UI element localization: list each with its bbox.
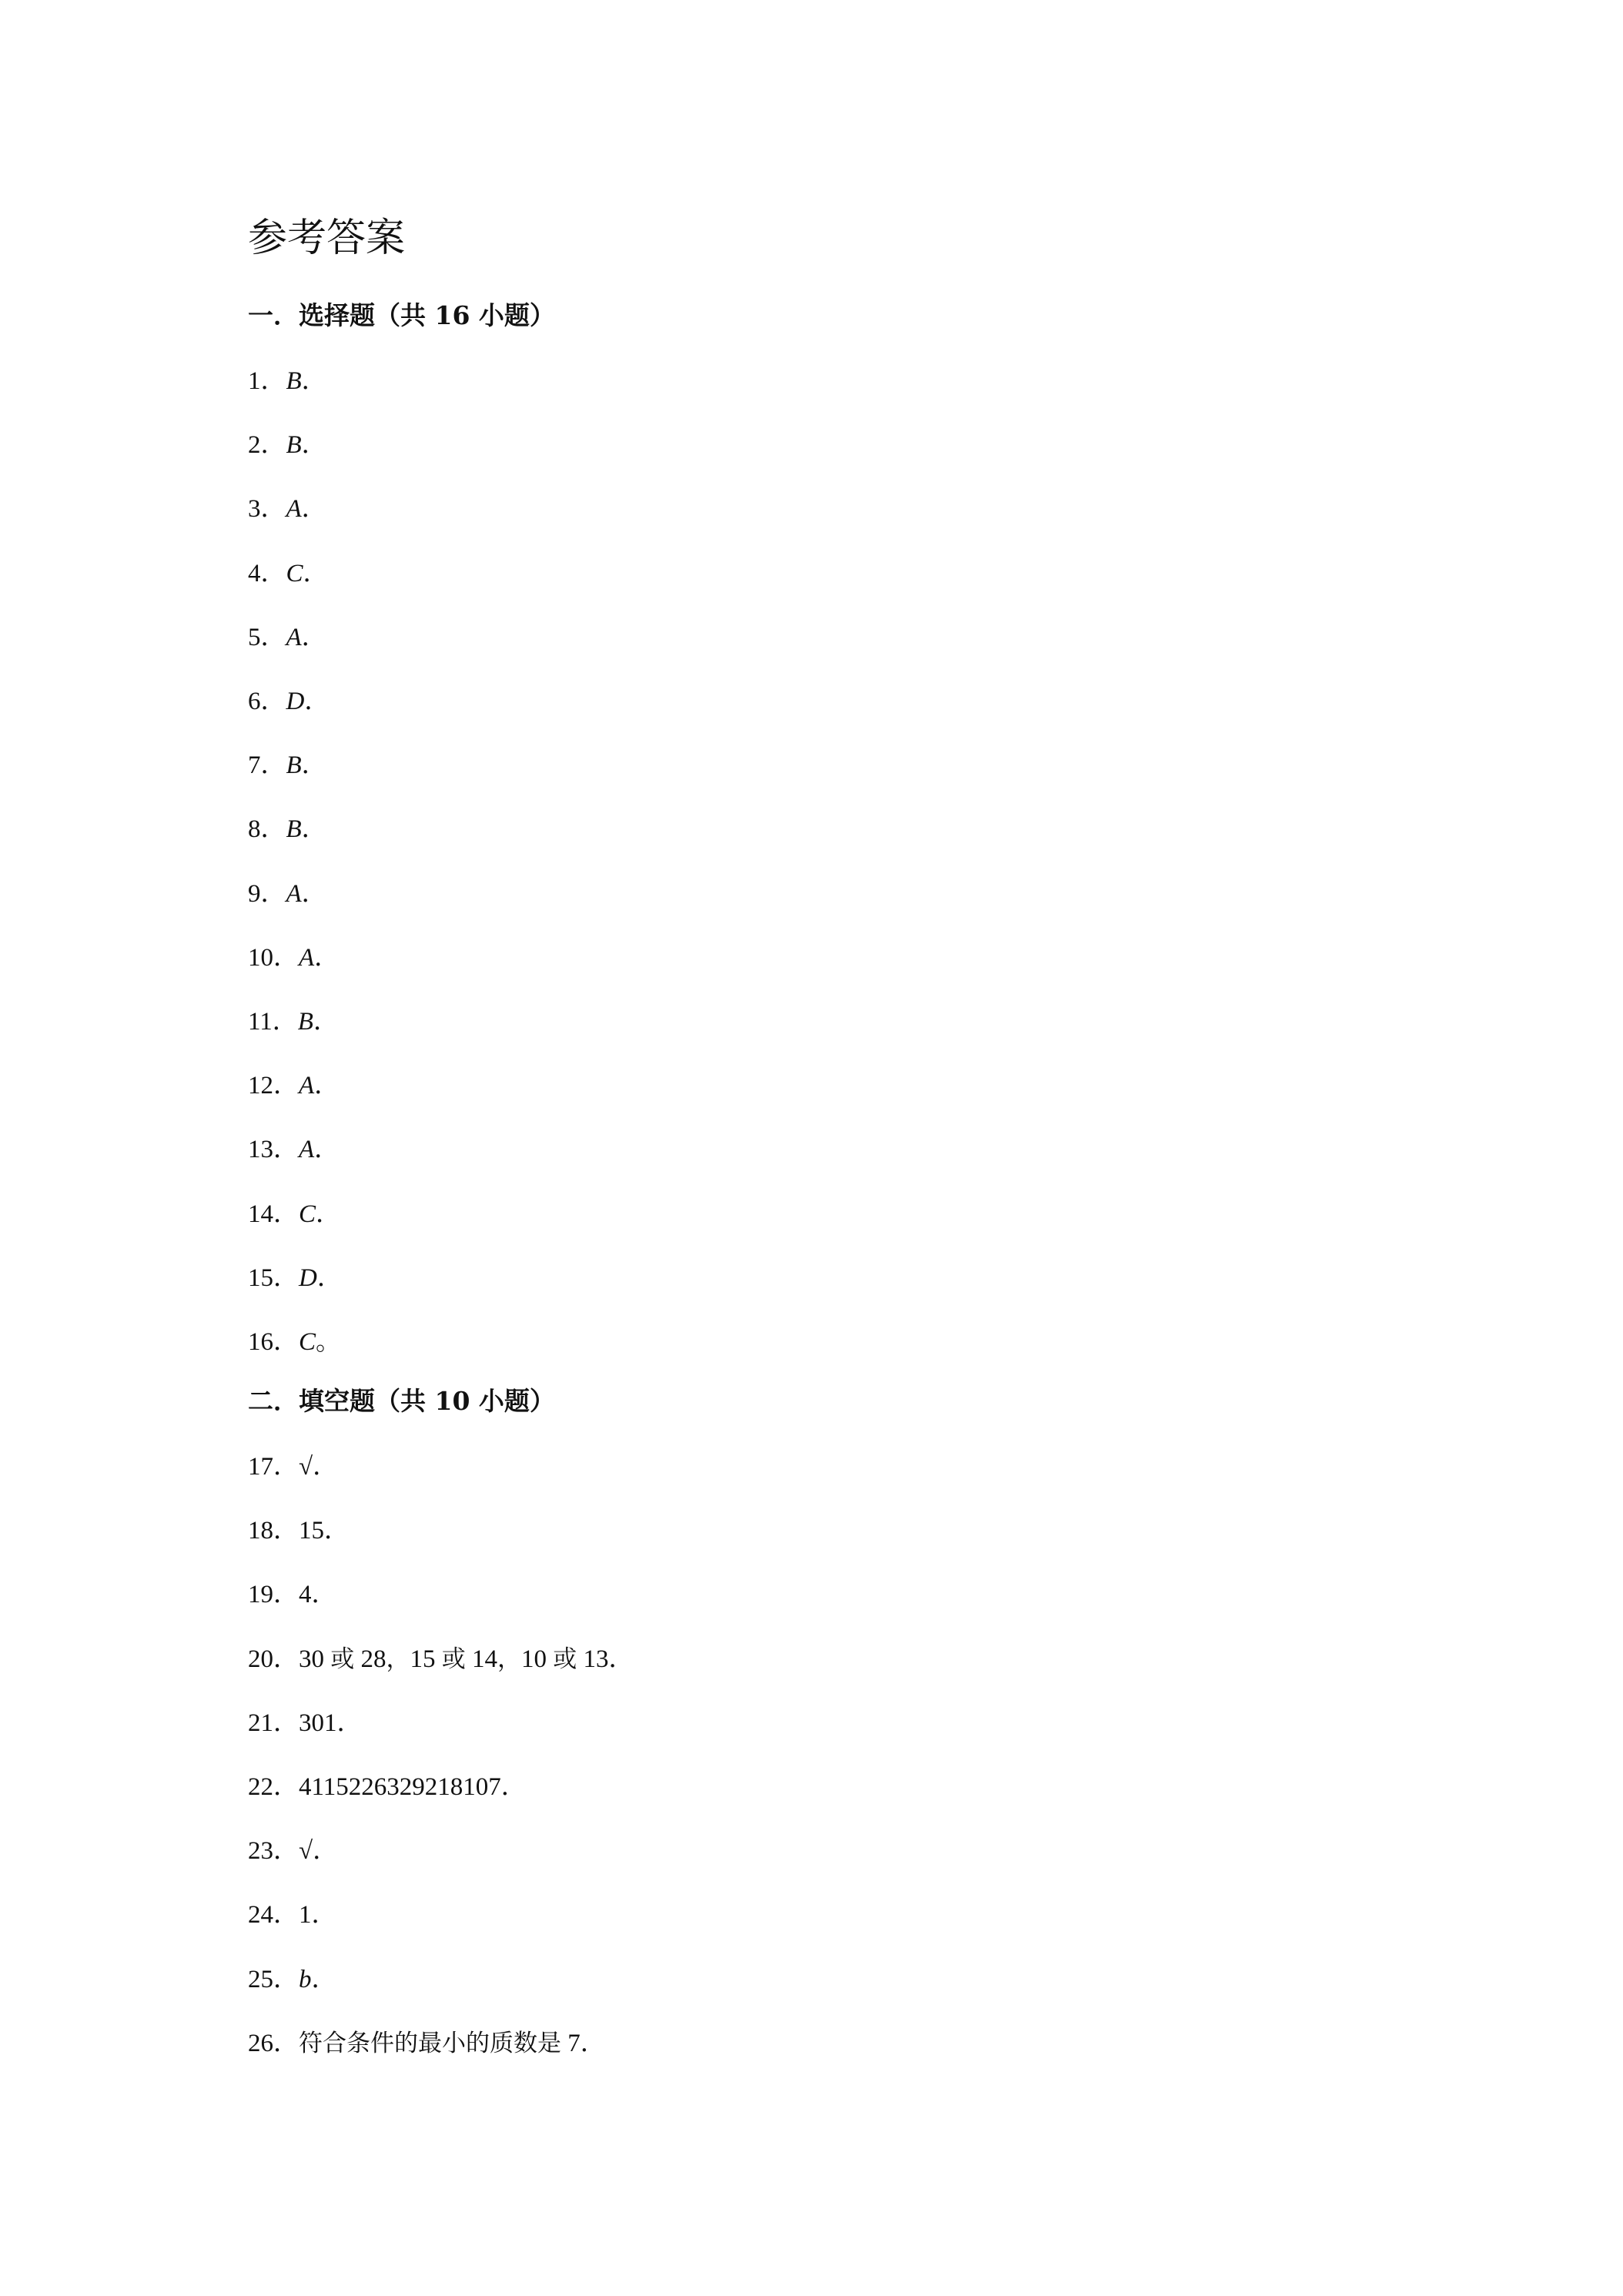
- answer-text: A: [286, 623, 302, 651]
- answer-item: [248, 1644, 634, 1675]
- answer-text: C: [299, 1328, 316, 1356]
- answer-end-mark: ．: [500, 1773, 527, 1801]
- question-number: 6．: [248, 688, 286, 715]
- answer-text: B: [297, 1008, 313, 1036]
- answer-item: [248, 1772, 527, 1802]
- answer-text: B: [286, 815, 302, 844]
- answer-item: [248, 494, 327, 524]
- answer-text: 15: [299, 1517, 324, 1545]
- answer-item: [248, 558, 329, 589]
- question-number: 15．: [248, 1263, 299, 1292]
- question-number: 4．: [248, 559, 286, 587]
- answer-text: 30 或 28，15 或 14，10 或 13: [299, 1645, 609, 1673]
- answer-item: [248, 686, 330, 717]
- answer-item: [248, 814, 327, 845]
- section-heading-suffix: 小题）: [470, 300, 555, 330]
- answer-item: [248, 1515, 350, 1546]
- answer-end-mark: ．: [301, 495, 327, 524]
- answer-item: [248, 430, 327, 460]
- question-number: 11．: [248, 1008, 298, 1036]
- answer-item: [248, 1070, 340, 1101]
- question-number: 3．: [248, 495, 286, 524]
- answer-item: [248, 366, 327, 397]
- answer-text: 4: [299, 1581, 312, 1609]
- answer-item: [248, 1263, 343, 1294]
- section-heading-prefix: 一．选择题（共: [248, 300, 435, 330]
- answer-text: C: [286, 559, 303, 587]
- answer-end-mark: ．: [314, 1072, 340, 1100]
- answer-end-mark: 。: [316, 1328, 342, 1356]
- question-number: 14．: [248, 1200, 299, 1228]
- answer-text: D: [286, 688, 305, 715]
- answer-end-mark: ．: [316, 1263, 343, 1292]
- answer-end-mark: ．: [608, 1645, 634, 1673]
- answer-text: 301: [299, 1709, 337, 1737]
- answer-item: [248, 1199, 341, 1230]
- question-number: 22．: [248, 1773, 299, 1801]
- question-number: 18．: [248, 1517, 299, 1545]
- answer-item: [248, 2028, 606, 2059]
- answer-end-mark: ．: [313, 1008, 339, 1036]
- answer-end-mark: ．: [313, 1453, 339, 1481]
- answer-end-mark: ．: [304, 688, 330, 715]
- answer-item: [248, 1964, 337, 1995]
- question-number: 26．: [248, 2029, 299, 2057]
- answer-end-mark: ．: [311, 1901, 337, 1930]
- answer-item: [248, 1327, 341, 1357]
- question-number: 8．: [248, 815, 286, 844]
- answer-end-mark: ．: [311, 1965, 337, 1993]
- answer-end-mark: ．: [301, 431, 327, 460]
- question-number: 2．: [248, 431, 286, 460]
- question-number: 24．: [248, 1901, 299, 1930]
- question-number: 20．: [248, 1645, 299, 1673]
- answer-item: [248, 622, 327, 653]
- answer-item: [248, 1579, 337, 1610]
- answer-text: √: [299, 1453, 313, 1481]
- question-number: 13．: [248, 1136, 299, 1164]
- answer-text: A: [299, 1136, 315, 1164]
- question-number: 21．: [248, 1709, 299, 1737]
- question-number: 1．: [248, 367, 286, 395]
- answer-end-mark: ．: [311, 1581, 337, 1609]
- page-title: 参考答案: [248, 216, 406, 261]
- answer-end-mark: ．: [314, 1136, 340, 1164]
- question-number: 25．: [248, 1965, 299, 1993]
- answer-text: 符合条件的最小的质数是 7: [299, 2029, 581, 2057]
- question-number: 5．: [248, 623, 286, 651]
- answer-end-mark: ．: [336, 1709, 363, 1737]
- answer-item: [248, 1006, 339, 1037]
- answer-text: B: [286, 367, 302, 395]
- answer-text: A: [299, 943, 315, 972]
- answer-end-mark: ．: [301, 751, 327, 780]
- answer-text: √: [299, 1837, 313, 1866]
- answer-end-mark: ．: [301, 367, 327, 395]
- answer-text: B: [286, 431, 302, 460]
- answer-item: [248, 1451, 338, 1482]
- answer-item: [248, 879, 327, 909]
- answer-text: D: [299, 1263, 317, 1292]
- answer-text: b: [299, 1965, 312, 1993]
- section-question-count: 16: [434, 300, 470, 330]
- answer-end-mark: ．: [301, 879, 327, 908]
- answer-end-mark: ．: [301, 815, 327, 844]
- question-number: 19．: [248, 1581, 299, 1609]
- answer-text: 1: [299, 1901, 312, 1930]
- answer-item: [248, 942, 340, 973]
- answer-item: [248, 1708, 363, 1739]
- answer-end-mark: ．: [580, 2029, 606, 2057]
- answer-end-mark: ．: [316, 1200, 342, 1228]
- answer-end-mark: ．: [303, 559, 329, 587]
- section-heading-prefix: 二．填空题（共: [248, 1386, 435, 1416]
- answer-item: [248, 750, 327, 781]
- question-number: 12．: [248, 1072, 299, 1100]
- answer-text: A: [286, 495, 302, 524]
- answer-text: A: [299, 1072, 315, 1100]
- section-heading: [248, 1386, 555, 1417]
- question-number: 9．: [248, 879, 286, 908]
- answer-item: [248, 1134, 340, 1165]
- question-number: 10．: [248, 943, 299, 972]
- answer-end-mark: ．: [313, 1837, 339, 1866]
- section-question-count: 10: [434, 1386, 470, 1416]
- question-number: 16．: [248, 1328, 299, 1356]
- answer-end-mark: ．: [314, 943, 340, 972]
- section-heading-suffix: 小题）: [470, 1386, 555, 1416]
- answer-text: B: [286, 751, 302, 780]
- answer-item: [248, 1899, 337, 1930]
- question-number: 17．: [248, 1453, 299, 1481]
- question-number: 7．: [248, 751, 286, 780]
- answer-end-mark: ．: [301, 623, 327, 651]
- answer-text: C: [299, 1200, 316, 1228]
- section-heading: [248, 300, 555, 331]
- answer-text: A: [286, 879, 302, 908]
- answer-end-mark: ．: [324, 1517, 350, 1545]
- answer-item: [248, 1836, 338, 1866]
- answer-text: 4115226329218107: [299, 1773, 501, 1801]
- question-number: 23．: [248, 1837, 299, 1866]
